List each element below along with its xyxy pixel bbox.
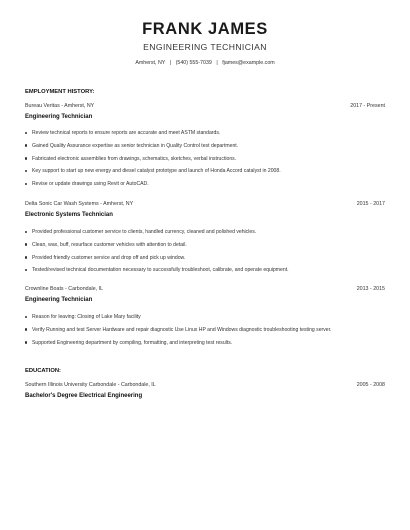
job-dates: 2015 - 2017: [356, 201, 385, 207]
job-bullet: [25, 229, 387, 242]
job-role: Engineering Technician: [25, 114, 93, 120]
bullet-dot-icon: [25, 341, 27, 343]
job-bullet-text: Supported Engineering department by compiling, formatting, and interpreting test results.: [32, 339, 233, 346]
bullet-dot-icon: [25, 269, 27, 271]
contact-phone: (540) 555-7039: [175, 60, 212, 66]
candidate-name: FRANK JAMES: [142, 20, 268, 38]
job-bullet-text: Provided friendly customer service and drop off and pick up window.: [32, 254, 186, 261]
job-bullet-list: [25, 229, 387, 280]
job-bullet: [25, 255, 387, 268]
job-bullet: [25, 168, 387, 181]
job-bullet-text: Reason for leaving: Closing of Lake Mary facility: [32, 314, 141, 320]
job-dates: 2017 - Present: [350, 103, 385, 109]
contact-separator: |: [216, 60, 218, 66]
job-bullet: [25, 181, 387, 194]
job-bullet-text: Tested/revised technical documentation necessary to successfully troubleshoot, calibrate, and operate equipment.: [32, 267, 289, 274]
contact-email: fjames@example.com: [222, 60, 275, 66]
job-bullet: [25, 242, 387, 255]
job-employer: Delta Sonic Car Wash Systems - Amherst, NY: [25, 201, 134, 207]
job-bullet-text: Provided professional customer service to clients, handled currency, cleaned and polished vehicles.: [32, 229, 257, 235]
job-role: Engineering Technician: [25, 297, 93, 303]
bullet-dot-icon: [25, 256, 27, 258]
education-degree: Bachelor's Degree Electrical Engineering: [25, 393, 143, 399]
bullet-dot-icon: [25, 132, 27, 134]
education-school: Southern Illinois University Carbondale - Carbondale, IL: [25, 382, 156, 388]
job-bullet-text: Review technical reports to ensure reports are accurate and meet ASTM standards.: [32, 130, 221, 136]
job-bullet-text: Clean, wax, buff, resurface customer vehicles with attention to detail.: [32, 241, 187, 248]
contact-separator: |: [169, 60, 172, 66]
bullet-dot-icon: [25, 157, 27, 159]
employment-heading: EMPLOYMENT HISTORY:: [25, 89, 95, 95]
contact-line: [0, 60, 410, 66]
job-bullet: [25, 327, 387, 340]
job-bullet: [25, 340, 387, 353]
job-bullet: [25, 156, 387, 169]
bullet-dot-icon: [25, 243, 27, 245]
job-employer: Crownline Boats - Carbondale, IL: [25, 286, 104, 292]
bullet-dot-icon: [25, 328, 27, 330]
bullet-dot-icon: [25, 183, 27, 185]
bullet-dot-icon: [25, 170, 27, 172]
candidate-title: ENGINEERING TECHNICIAN: [143, 42, 267, 52]
job-bullet: [25, 130, 387, 143]
job-bullet: [25, 143, 387, 156]
job-dates: 2013 - 2015: [356, 286, 385, 292]
education-dates: 2005 - 2008: [356, 382, 385, 388]
bullet-dot-icon: [25, 316, 27, 318]
job-bullet-list: [25, 314, 387, 352]
job-bullet: [25, 267, 387, 280]
job-bullet-text: Gained Quality Assurance expertise as senior technician in Quality Control test department.: [32, 142, 239, 149]
job-bullet-text: Revise or update drawings using Revit or AutoCAD.: [32, 181, 149, 188]
job-bullet: [25, 314, 387, 327]
job-employer: Bureau Veritas - Amherst, NY: [25, 103, 95, 109]
education-heading: EDUCATION:: [25, 368, 61, 374]
contact-location: Amherst, NY: [135, 60, 166, 66]
bullet-dot-icon: [25, 144, 27, 146]
job-bullet-text: Key support to start up new energy and diesel catalyst prototype and launch of Honda Accord catalyst in 2008.: [32, 168, 281, 175]
job-bullet-list: [25, 130, 387, 194]
bullet-dot-icon: [25, 231, 27, 233]
job-bullet-text: Fabricated electronic assemblies from drawings, schematics, sketches, verbal instructions.: [32, 155, 237, 162]
job-role: Electronic Systems Technician: [25, 212, 113, 218]
job-bullet-text: Verify Running and test Server Hardware and repair diagnostic Use Linux HP and Windows diagnostic troubleshooting testing server.: [32, 326, 332, 333]
